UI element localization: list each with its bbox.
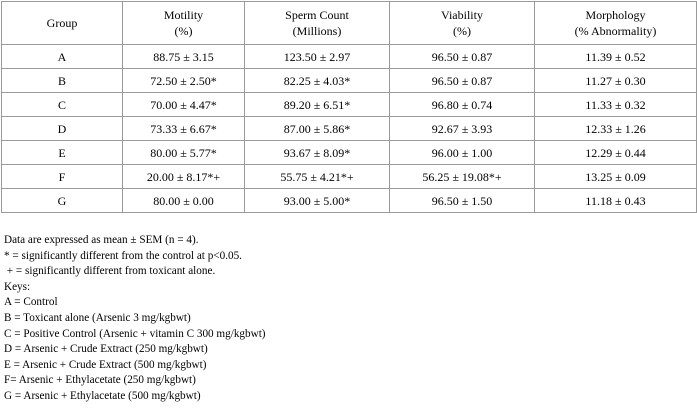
- cell-viability: 96.50 ± 0.87: [390, 69, 535, 93]
- header-group: Group: [2, 2, 123, 45]
- footnote-control-significance: * = significantly different from the control at p<0.05.: [4, 249, 242, 262]
- key-d: D = Arsenic + Crude Extract (250 mg/kgbwt): [4, 343, 208, 356]
- header-motility: Motility (%): [123, 2, 245, 45]
- cell-group: D: [2, 117, 123, 141]
- cell-viability: 92.67 ± 3.93: [390, 117, 535, 141]
- cell-motility: 70.00 ± 4.47*: [123, 93, 245, 117]
- key-a: A = Control: [4, 296, 58, 309]
- keys-heading: Keys:: [4, 280, 31, 293]
- key-g: G = Arsenic + Ethylacetate (500 mg/kgbwt): [4, 389, 201, 402]
- cell-sperm-count: 93.00 ± 5.00*: [245, 189, 390, 213]
- results-table: [1, 1, 697, 213]
- footnote-toxicant-significance: + = significantly different from toxicant alone.: [4, 265, 216, 278]
- cell-motility: 20.00 ± 8.17*+: [123, 165, 245, 189]
- table-row: [2, 45, 697, 69]
- key-b: B = Toxicant alone (Arsenic 3 mg/kgbwt): [4, 311, 191, 324]
- cell-sperm-count: 123.50 ± 2.97: [245, 45, 390, 69]
- cell-group: G: [2, 189, 123, 213]
- cell-group: A: [2, 45, 123, 69]
- cell-motility: 88.75 ± 3.15: [123, 45, 245, 69]
- cell-viability: 96.50 ± 1.50: [390, 189, 535, 213]
- cell-viability: 96.50 ± 0.87: [390, 45, 535, 69]
- key-f: F= Arsenic + Ethylacetate (250 mg/kgbwt): [4, 374, 196, 387]
- cell-morphology: 13.25 ± 0.09: [535, 165, 697, 189]
- header-morphology: Morphology (% Abnormality): [535, 2, 697, 45]
- cell-motility: 80.00 ± 0.00: [123, 189, 245, 213]
- cell-morphology: 11.18 ± 0.43: [535, 189, 697, 213]
- cell-viability: 56.25 ± 19.08*+: [390, 165, 535, 189]
- cell-motility: 72.50 ± 2.50*: [123, 69, 245, 93]
- cell-viability: 96.00 ± 1.00: [390, 141, 535, 165]
- header-sperm-count: Sperm Count (Millions): [245, 2, 390, 45]
- cell-morphology: 12.33 ± 1.26: [535, 117, 697, 141]
- table-row: [2, 189, 697, 213]
- table-row: [2, 69, 697, 93]
- table-row: [2, 93, 697, 117]
- cell-group: E: [2, 141, 123, 165]
- header-viability: Viability (%): [390, 2, 535, 45]
- cell-sperm-count: 82.25 ± 4.03*: [245, 69, 390, 93]
- cell-group: B: [2, 69, 123, 93]
- cell-motility: 80.00 ± 5.77*: [123, 141, 245, 165]
- cell-morphology: 12.29 ± 0.44: [535, 141, 697, 165]
- cell-sperm-count: 87.00 ± 5.86*: [245, 117, 390, 141]
- key-e: E = Arsenic + Crude Extract (500 mg/kgbwt): [4, 358, 207, 371]
- footnote-data-expression: Data are expressed as mean ± SEM (n = 4).: [4, 234, 199, 246]
- cell-group: F: [2, 165, 123, 189]
- cell-morphology: 11.33 ± 0.32: [535, 93, 697, 117]
- cell-viability: 96.80 ± 0.74: [390, 93, 535, 117]
- cell-morphology: 11.27 ± 0.30: [535, 69, 697, 93]
- cell-group: C: [2, 93, 123, 117]
- cell-motility: 73.33 ± 6.67*: [123, 117, 245, 141]
- table-row: [2, 165, 697, 189]
- table-footnotes: [4, 233, 266, 405]
- table-row: [2, 117, 697, 141]
- cell-morphology: 11.39 ± 0.52: [535, 45, 697, 69]
- cell-sperm-count: 55.75 ± 4.21*+: [245, 165, 390, 189]
- key-c: C = Positive Control (Arsenic + vitamin C 300 mg/kgbwt): [4, 327, 266, 340]
- cell-sperm-count: 93.67 ± 8.09*: [245, 141, 390, 165]
- table-row: [2, 141, 697, 165]
- header-row: [2, 2, 697, 45]
- cell-sperm-count: 89.20 ± 6.51*: [245, 93, 390, 117]
